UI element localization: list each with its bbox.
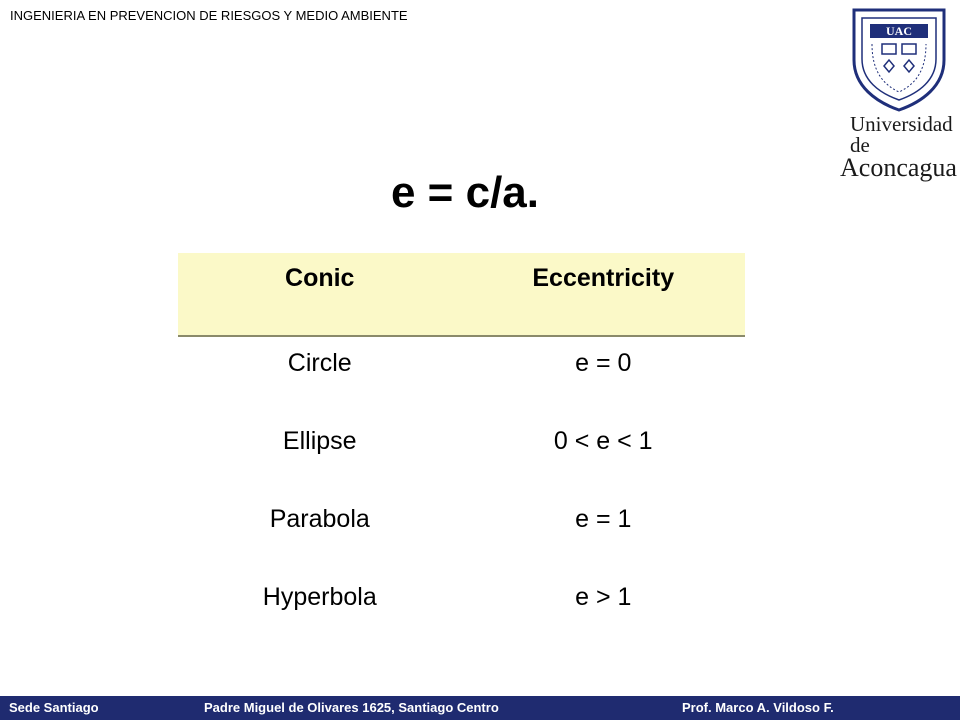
eccentricity-cell: 0 < e < 1 (553, 427, 653, 455)
conic-cell: Circle (287, 349, 352, 377)
eccentricity-table (178, 253, 745, 649)
conic-cell: Parabola (269, 505, 370, 533)
footer-professor: Prof. Marco A. Vildoso F. (682, 700, 834, 715)
eccentricity-cell: e > 1 (575, 583, 632, 611)
university-shield-icon (848, 4, 950, 114)
footer-bar (0, 696, 960, 720)
eccentricity-cell: e = 0 (575, 349, 632, 377)
university-logo (840, 4, 958, 182)
logo-initials: UAC (886, 24, 912, 38)
table-row (178, 415, 745, 493)
footer-address: Padre Miguel de Olivares 1625, Santiago Centro (204, 700, 499, 715)
column-header-eccentricity: Eccentricity (532, 264, 675, 292)
table-header-row (178, 253, 745, 337)
program-header: INGENIERIA EN PREVENCION DE RIESGOS Y MEDIO AMBIENTE (10, 8, 408, 23)
conic-cell: Ellipse (282, 427, 357, 455)
table-row (178, 493, 745, 571)
slide-title: e = c/a. (390, 168, 539, 217)
footer-campus: Sede Santiago (9, 700, 99, 715)
eccentricity-cell: e = 1 (575, 505, 632, 533)
university-name-line1: Universidad de (850, 112, 953, 157)
column-header-conic: Conic (285, 264, 355, 292)
table-row (178, 571, 745, 649)
table-row (178, 337, 745, 415)
university-name-line2: Aconcagua (840, 153, 957, 182)
conic-cell: Hyperbola (262, 583, 377, 611)
